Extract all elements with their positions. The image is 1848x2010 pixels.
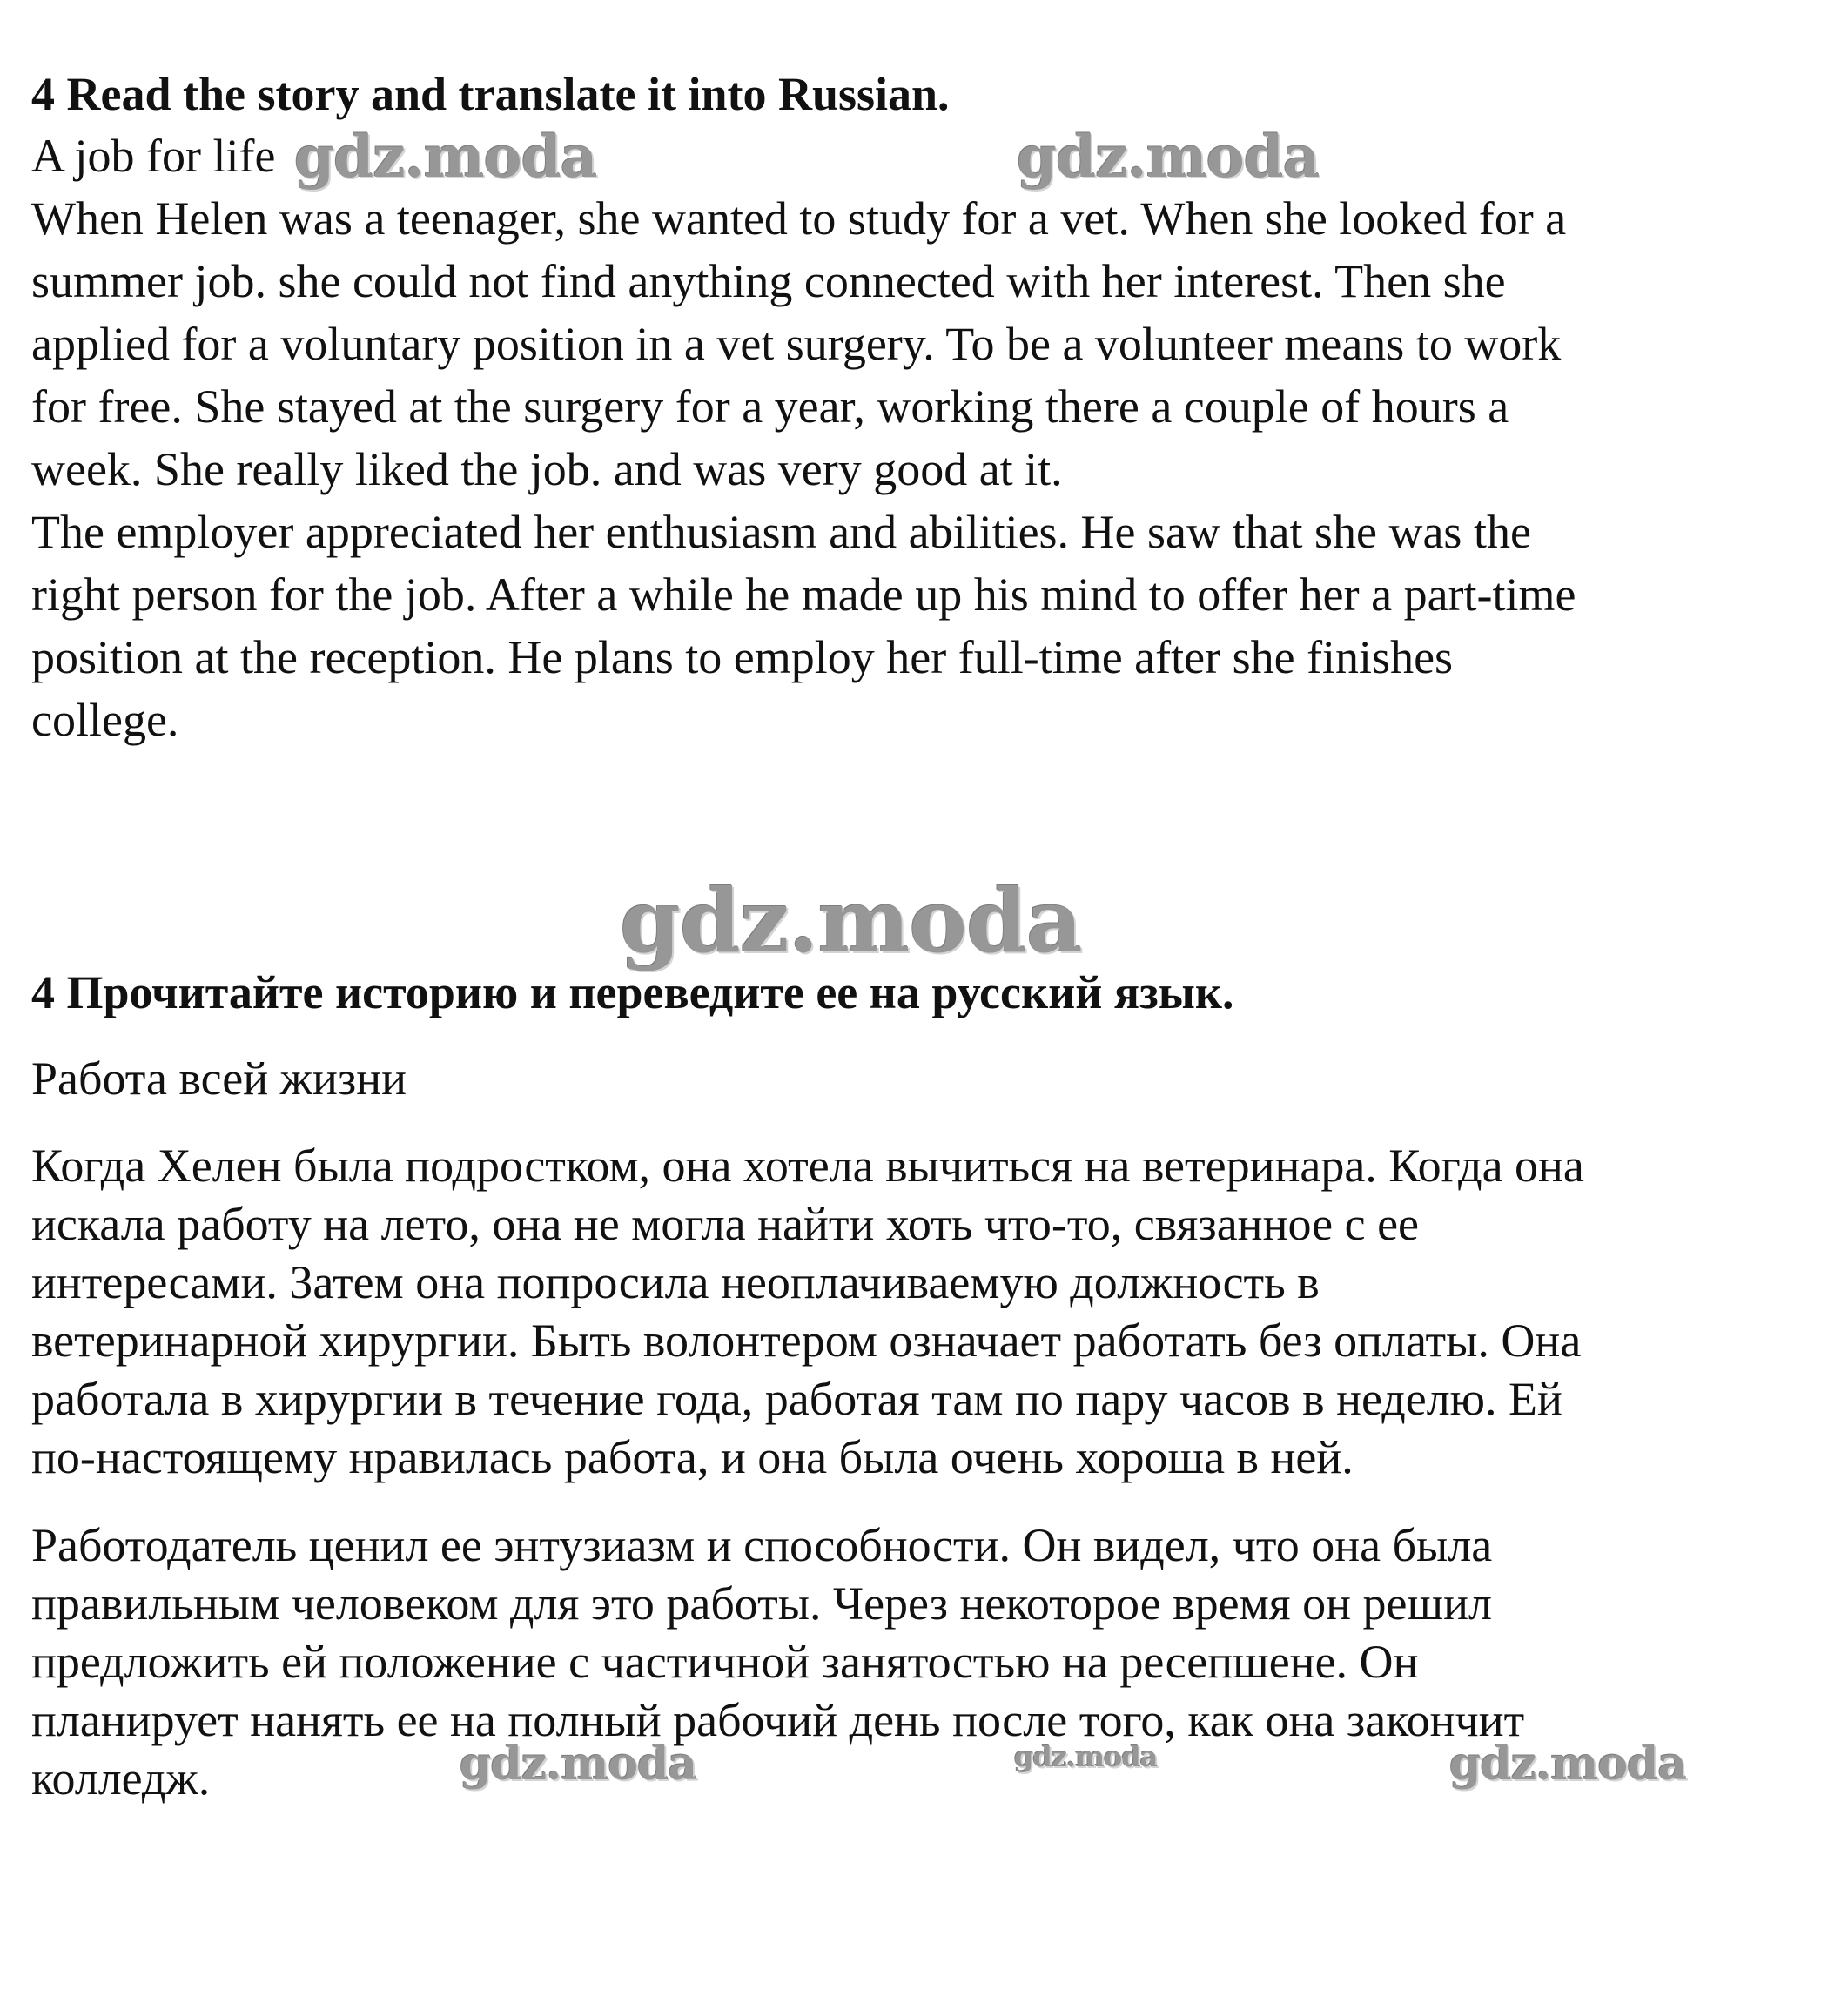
english-line: for free. She stayed at the surgery for a year, working there a couple of hours a [31,380,1509,433]
russian-line: правильным человеком для это работы. Через некоторое время он решил [31,1577,1492,1630]
russian-line: интересами. Затем она попросила неоплачиваемую должность в [31,1256,1320,1308]
russian-line: работала в хирургии в течение года, работая там по пару часов в неделю. Ей [31,1373,1562,1425]
russian-heading: 4 Прочитайте историю и переведите ее на русский язык. [31,966,1234,1018]
russian-line: планирует нанять ее на полный рабочий день после того, как она закончит [31,1694,1525,1746]
english-story-title: A job for life [31,130,276,182]
watermark: gdz.moda [294,123,597,191]
english-line: summer job. she could not find anything connected with her interest. Then she [31,255,1506,307]
english-line: right person for the job. After a while he made up his mind to offer her a part-time [31,568,1576,621]
english-line: applied for a voluntary position in a vet surgery. To be a volunteer means to work [31,318,1562,370]
english-line: When Helen was a teenager, she wanted to study for a vet. When she looked for a [31,192,1567,245]
english-line: week. She really liked the job. and was very good at it. [31,443,1063,495]
russian-line: колледж. [31,1752,211,1805]
watermark: gdz.moda [1014,1740,1158,1773]
russian-line: ветеринарной хирургии. Быть волонтером означает работать без оплаты. Она [31,1314,1582,1367]
english-line: college. [31,694,179,746]
russian-line: предложить ей положение с частичной занятостью на ресепшене. Он [31,1636,1419,1688]
watermark: gdz.moda [620,870,1082,972]
english-line: position at the reception. He plans to employ her full-time after she finishes [31,631,1454,683]
english-line: The employer appreciated her enthusiasm and abilities. He saw that she was the [31,506,1531,558]
russian-line: по-настоящему нравилась работа, и она была очень хороша в ней. [31,1431,1354,1483]
watermark: gdz.moda [460,1738,697,1791]
russian-line: Когда Хелен была подростком, она хотела вычиться на ветеринара. Когда она [31,1139,1584,1192]
russian-story-title: Работа всей жизни [31,1052,407,1105]
watermark: gdz.moda [1017,123,1320,191]
russian-line: искала работу на лето, она не могла найти хоть что-то, связанное с ее [31,1198,1420,1250]
russian-line: Работодатель ценил ее энтузиазм и способности. Он видел, что она была [31,1519,1493,1571]
watermark: gdz.moda [1449,1738,1687,1791]
english-heading: 4 Read the story and translate it into Russian. [31,68,950,120]
